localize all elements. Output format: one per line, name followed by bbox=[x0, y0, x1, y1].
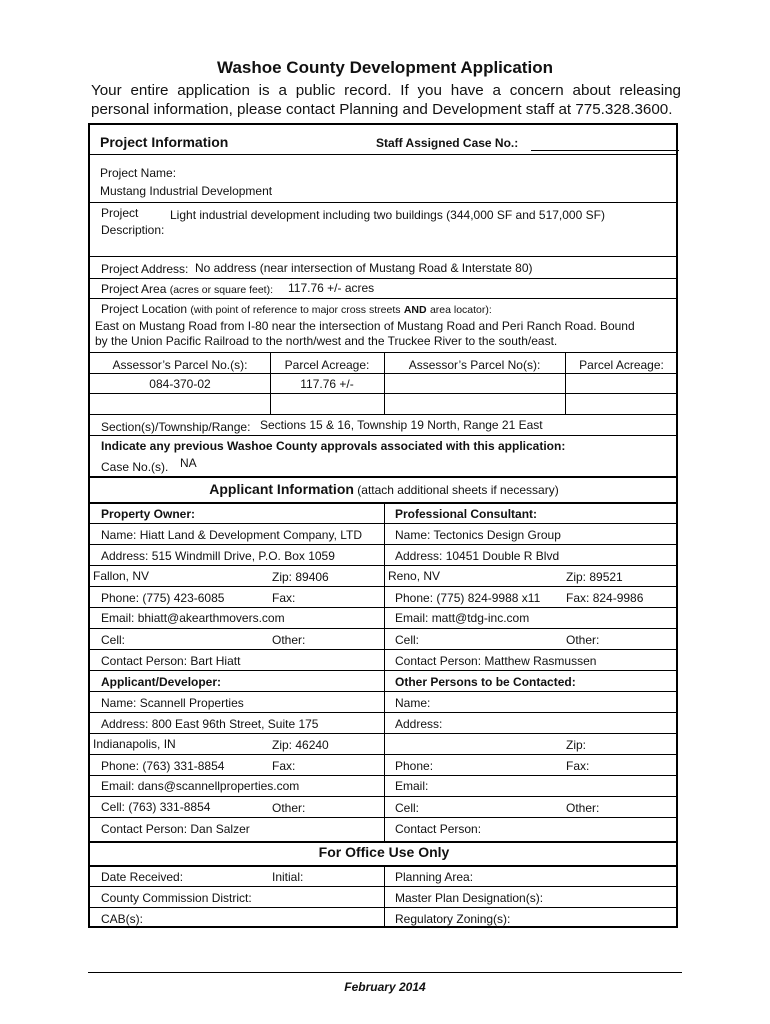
owner-address[interactable]: Address: 515 Windmill Drive, P.O. Box 1059 bbox=[101, 549, 335, 563]
divider bbox=[90, 733, 678, 734]
previous-approvals-label: Indicate any previous Washoe County approvals associated with this application: bbox=[101, 439, 566, 453]
divider bbox=[90, 565, 678, 566]
case-no-label: Case No.(s). bbox=[101, 460, 169, 474]
parcel-header: Assessor’s Parcel No.(s): bbox=[112, 358, 248, 372]
footer-date: February 2014 bbox=[344, 980, 426, 994]
divider bbox=[90, 373, 678, 374]
consultant-fax[interactable]: Fax: 824-9986 bbox=[566, 591, 644, 605]
others-other[interactable]: Other: bbox=[566, 801, 600, 815]
zoning-label[interactable]: Regulatory Zoning(s): bbox=[395, 912, 511, 926]
planning-area-label[interactable]: Planning Area: bbox=[395, 870, 474, 884]
parcel-header: Assessor’s Parcel No(s): bbox=[408, 358, 541, 372]
divider bbox=[384, 865, 385, 928]
project-location-label: Project Location (with point of reference to major cross streets AND area locator): bbox=[101, 302, 492, 316]
owner-city[interactable]: Fallon, NV bbox=[93, 569, 150, 583]
project-address-label: Project Address: bbox=[101, 262, 189, 276]
divider bbox=[90, 154, 678, 155]
consultant-other[interactable]: Other: bbox=[566, 633, 600, 647]
project-address-value[interactable]: No address (near intersection of Mustang Road & Interstate 80) bbox=[195, 261, 533, 275]
consultant-cell[interactable]: Cell: bbox=[395, 633, 420, 647]
consultant-zip[interactable]: Zip: 89521 bbox=[566, 570, 623, 584]
divider bbox=[90, 754, 678, 755]
others-phone[interactable]: Phone: bbox=[395, 759, 434, 773]
cab-label[interactable]: CAB(s): bbox=[101, 912, 143, 926]
developer-contact[interactable]: Contact Person: Dan Salzer bbox=[101, 822, 250, 836]
others-cell[interactable]: Cell: bbox=[395, 801, 420, 815]
project-desc-label-2: Description: bbox=[101, 223, 165, 237]
owner-phone[interactable]: Phone: (775) 423-6085 bbox=[101, 591, 225, 605]
owner-name[interactable]: Name: Hiatt Land & Development Company, LTD bbox=[101, 528, 363, 542]
project-location-value-2[interactable]: by the Union Pacific Railroad to the north/west and the Truckee River to the south/east. bbox=[95, 334, 558, 348]
parcel-cell[interactable]: 117.76 +/- bbox=[300, 377, 354, 391]
others-email[interactable]: Email: bbox=[395, 779, 429, 793]
footer-divider bbox=[88, 972, 682, 973]
others-zip[interactable]: Zip: bbox=[566, 738, 587, 752]
divider bbox=[90, 649, 678, 650]
intro-text: Your entire application is a public record. If you have a concern about releasing personal information, please contact Planning and Development staff at 775.328.3600. bbox=[91, 82, 681, 118]
developer-address[interactable]: Address: 800 East 96th Street, Suite 175 bbox=[101, 717, 319, 731]
project-info-heading: Project Information bbox=[100, 134, 229, 150]
divider bbox=[90, 435, 678, 436]
project-name-label: Project Name: bbox=[100, 166, 177, 180]
staff-case-field[interactable] bbox=[531, 150, 679, 151]
parcel-header: Parcel Acreage: bbox=[284, 358, 370, 372]
other-persons-heading: Other Persons to be Contacted: bbox=[395, 675, 576, 689]
property-owner-heading: Property Owner: bbox=[101, 507, 196, 521]
divider bbox=[90, 523, 678, 524]
others-fax[interactable]: Fax: bbox=[566, 759, 590, 773]
divider bbox=[90, 691, 678, 692]
commission-district-label[interactable]: County Commission District: bbox=[101, 891, 252, 905]
divider bbox=[90, 256, 678, 257]
divider bbox=[90, 670, 678, 671]
parcel-header: Parcel Acreage: bbox=[579, 358, 664, 372]
divider bbox=[90, 278, 678, 279]
divider bbox=[90, 393, 678, 394]
divider bbox=[90, 586, 678, 587]
consultant-contact[interactable]: Contact Person: Matthew Rasmussen bbox=[395, 654, 597, 668]
date-received-label[interactable]: Date Received: bbox=[101, 870, 184, 884]
divider bbox=[90, 628, 678, 629]
owner-email[interactable]: Email: bhiatt@akearthmovers.com bbox=[101, 611, 285, 625]
project-desc-label: Project bbox=[101, 206, 139, 220]
owner-contact[interactable]: Contact Person: Bart Hiatt bbox=[101, 654, 241, 668]
divider bbox=[90, 886, 678, 887]
section-label: Section(s)/Township/Range: bbox=[101, 420, 251, 434]
master-plan-label[interactable]: Master Plan Designation(s): bbox=[395, 891, 544, 905]
developer-fax[interactable]: Fax: bbox=[272, 759, 296, 773]
project-area-label: Project Area (acres or square feet): bbox=[101, 282, 274, 296]
project-area-value[interactable]: 117.76 +/- acres bbox=[288, 281, 375, 295]
divider bbox=[90, 712, 678, 713]
divider bbox=[90, 298, 678, 299]
application-form bbox=[88, 123, 678, 928]
divider bbox=[90, 544, 678, 545]
case-no-value[interactable]: NA bbox=[180, 456, 197, 470]
developer-other[interactable]: Other: bbox=[272, 801, 306, 815]
office-use-heading: For Office Use Only bbox=[318, 844, 450, 860]
owner-fax[interactable]: Fax: bbox=[272, 591, 296, 605]
divider bbox=[90, 476, 678, 478]
project-location-value[interactable]: East on Mustang Road from I-80 near the intersection of Mustang Road and Peri Ranch Road. Bound bbox=[95, 319, 635, 333]
consultant-email[interactable]: Email: matt@tdg-inc.com bbox=[395, 611, 530, 625]
consultant-city[interactable]: Reno, NV bbox=[388, 569, 441, 583]
others-address[interactable]: Address: bbox=[395, 717, 443, 731]
divider bbox=[90, 907, 678, 908]
developer-cell[interactable]: Cell: (763) 331-8854 bbox=[101, 800, 211, 814]
divider bbox=[90, 817, 678, 818]
parcel-cell[interactable]: 084-370-02 bbox=[149, 377, 211, 391]
initial-label[interactable]: Initial: bbox=[272, 870, 304, 884]
others-name[interactable]: Name: bbox=[395, 696, 431, 710]
divider bbox=[90, 796, 678, 797]
developer-city[interactable]: Indianapolis, IN bbox=[93, 737, 176, 751]
applicant-info-heading: Applicant Information (attach additional sheets if necessary) bbox=[209, 481, 559, 497]
section-value[interactable]: Sections 15 & 16, Township 19 North, Range 21 East bbox=[260, 418, 543, 432]
divider bbox=[90, 775, 678, 776]
divider bbox=[90, 202, 678, 203]
staff-case-label: Staff Assigned Case No.: bbox=[376, 136, 519, 150]
divider bbox=[90, 841, 678, 843]
divider bbox=[90, 414, 678, 415]
owner-cell[interactable]: Cell: bbox=[101, 633, 126, 647]
owner-other[interactable]: Other: bbox=[272, 633, 306, 647]
project-desc-value[interactable]: Light industrial development including two buildings (344,000 SF and 517,000 SF) bbox=[170, 208, 605, 222]
page-title: Washoe County Development Application bbox=[217, 58, 553, 77]
consultant-heading: Professional Consultant: bbox=[395, 507, 538, 521]
others-contact[interactable]: Contact Person: bbox=[395, 822, 482, 836]
developer-email[interactable]: Email: dans@scannellproperties.com bbox=[101, 779, 300, 793]
developer-phone[interactable]: Phone: (763) 331-8854 bbox=[101, 759, 225, 773]
owner-zip[interactable]: Zip: 89406 bbox=[272, 570, 329, 584]
project-name-value[interactable]: Mustang Industrial Development bbox=[100, 184, 273, 198]
developer-name[interactable]: Name: Scannell Properties bbox=[101, 696, 244, 710]
consultant-name[interactable]: Name: Tectonics Design Group bbox=[395, 528, 561, 542]
developer-heading: Applicant/Developer: bbox=[101, 675, 222, 689]
developer-zip[interactable]: Zip: 46240 bbox=[272, 738, 329, 752]
divider bbox=[90, 607, 678, 608]
consultant-address[interactable]: Address: 10451 Double R Blvd bbox=[395, 549, 560, 563]
consultant-phone[interactable]: Phone: (775) 824-9988 x11 bbox=[395, 591, 541, 605]
divider bbox=[384, 502, 385, 842]
